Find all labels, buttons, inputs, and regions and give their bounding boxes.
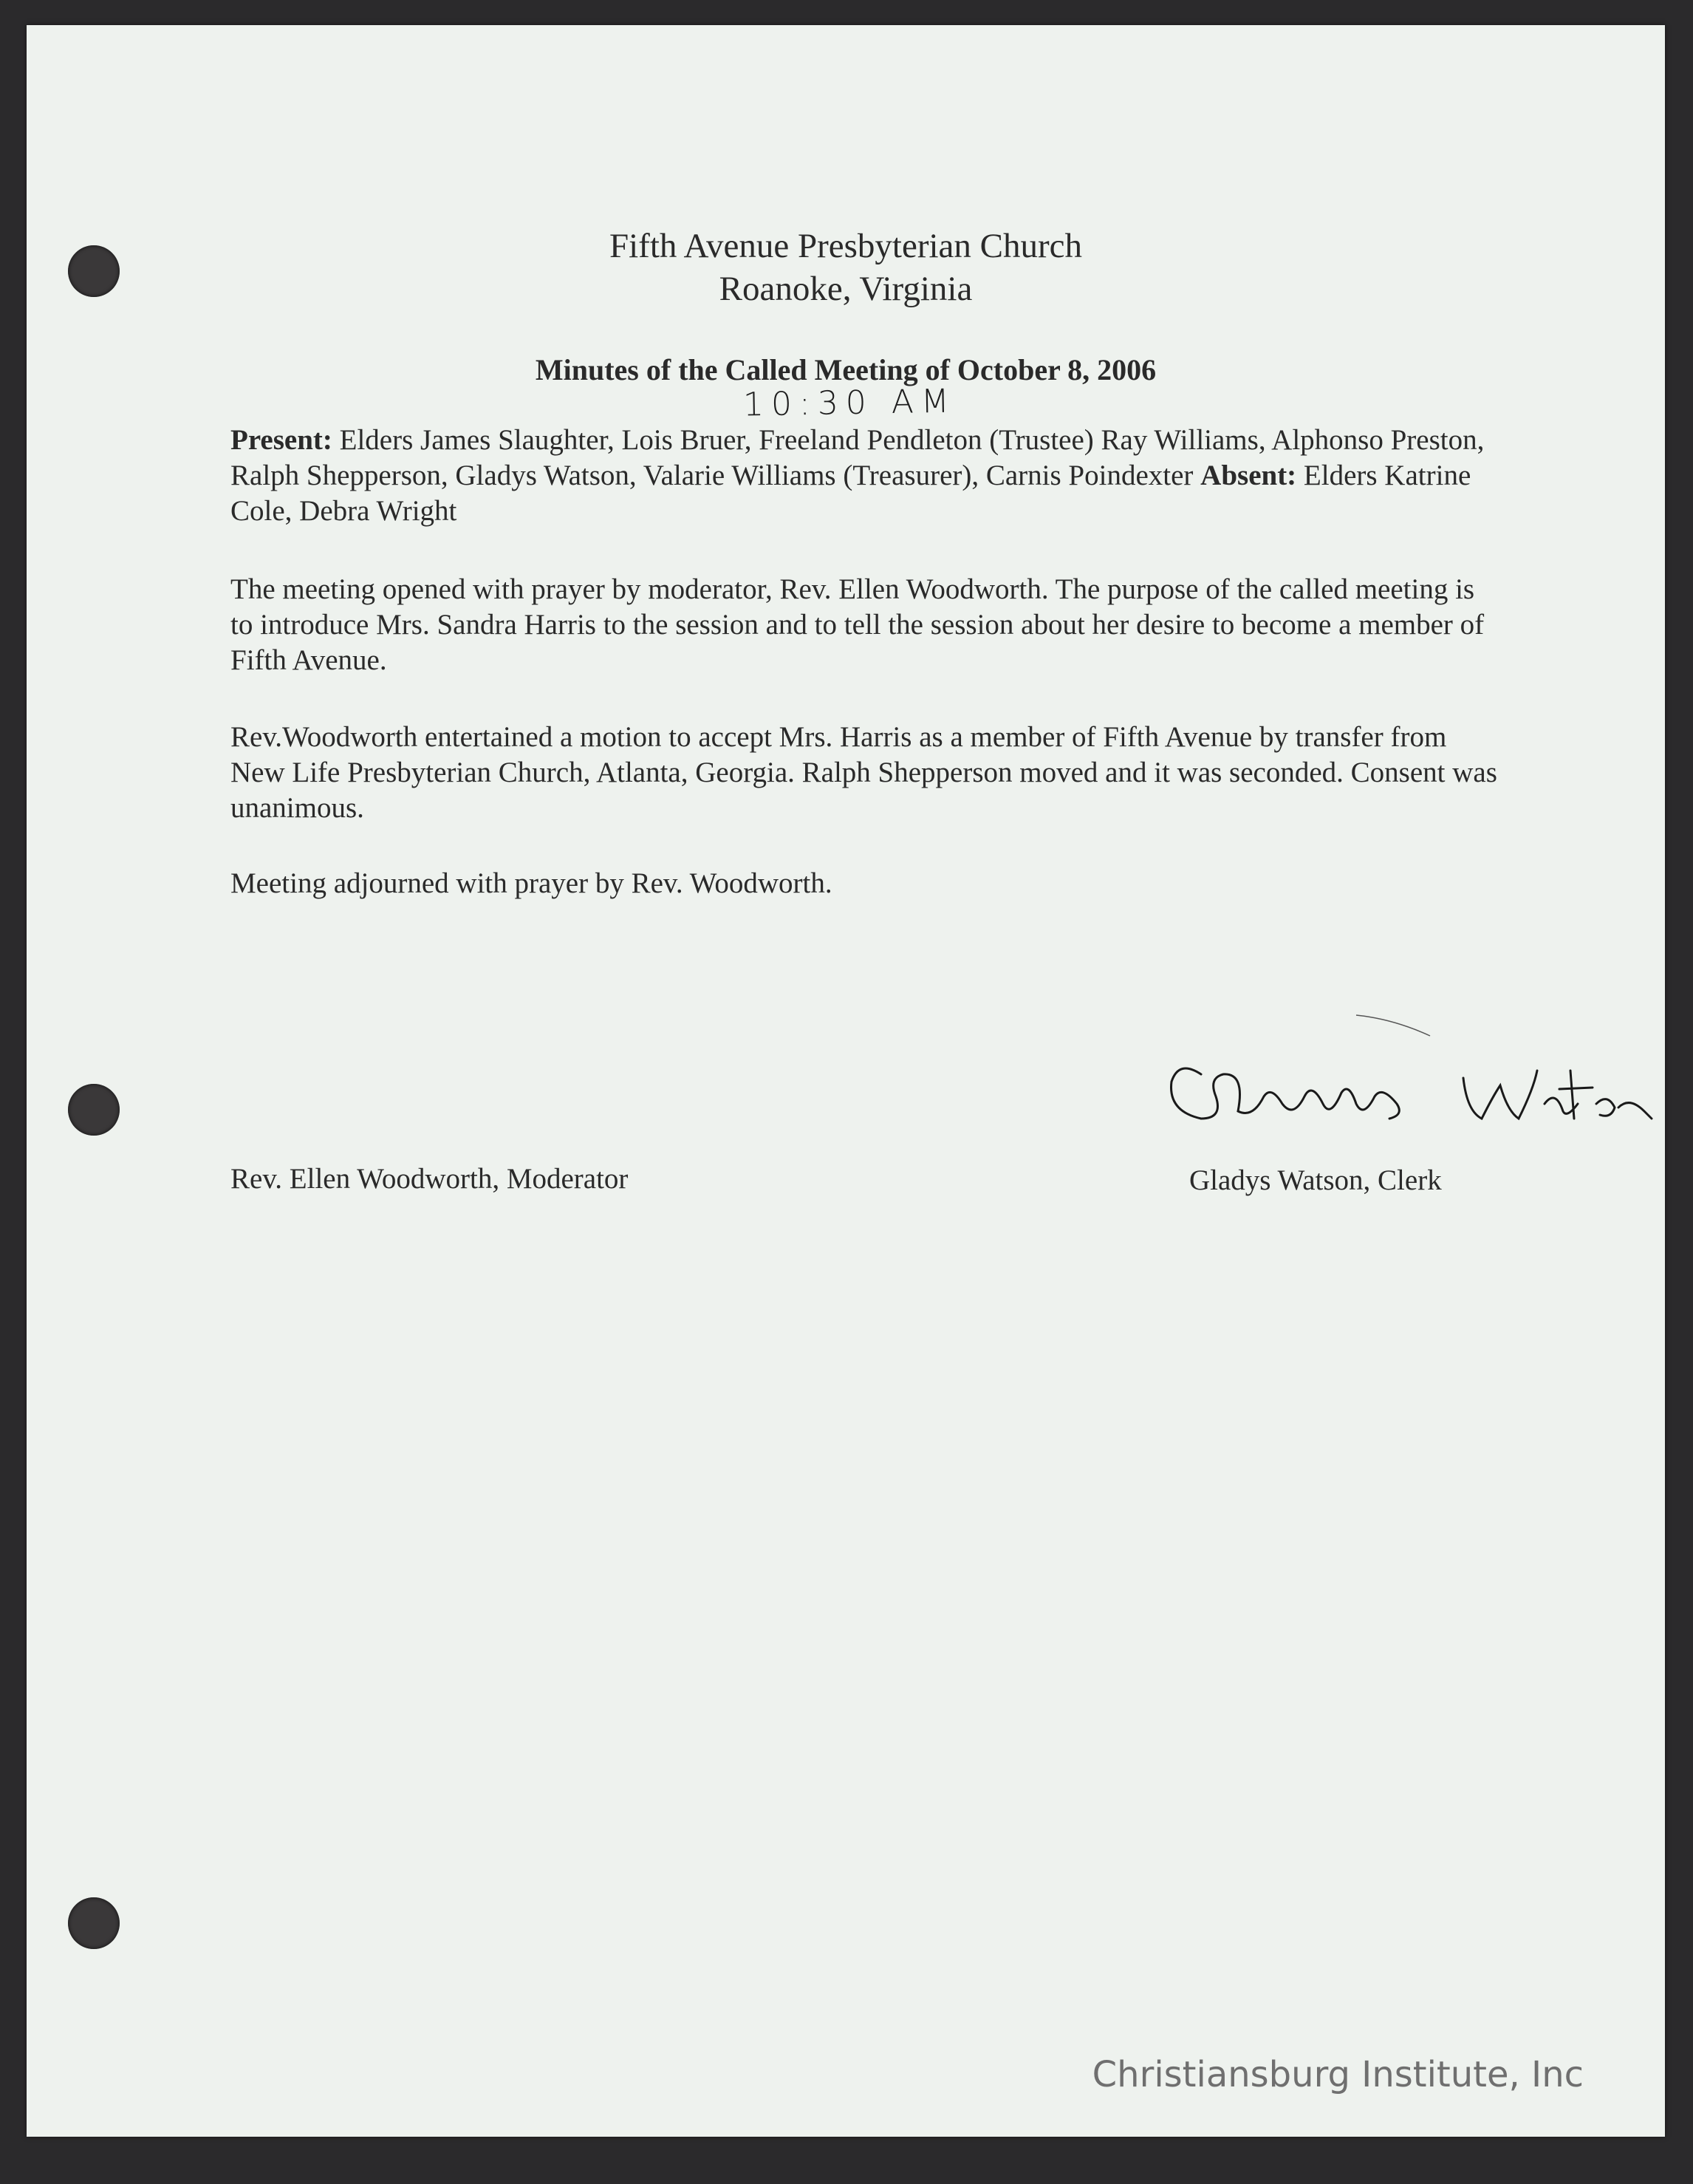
absent-label: Absent: [1200, 460, 1297, 491]
handwritten-signature [1135, 1008, 1666, 1178]
attendance-paragraph [230, 423, 1501, 529]
church-name: Fifth Avenue Presbyterian Church [609, 227, 1083, 265]
church-location: Roanoke, Virginia [719, 270, 973, 308]
document-page [27, 25, 1665, 2137]
clerk-signature-line: Gladys Watson, Clerk [1189, 1164, 1442, 1196]
motion-paragraph: Rev.Woodworth entertained a motion to accept Mrs. Harris as a member of Fifth Avenue by transfer from New Life Presbyterian Church, Atlanta, Georgia. Ralph Shepperson moved and it was seconded. Consent was unanimous. [230, 721, 1497, 824]
watermark: Christiansburg Institute, Inc [1092, 2054, 1584, 2095]
opening-paragraph: The meeting opened with prayer by moderator, Rev. Ellen Woodworth. The purpose of the called meeting is to introduce Mrs. Sandra Harris to the session and to tell the session about her desire to become a member of Fifth Avenue. [230, 573, 1485, 676]
binder-hole [68, 1897, 120, 1949]
present-label: Present: [230, 424, 332, 456]
adjournment-paragraph: Meeting adjourned with prayer by Rev. Woodworth. [230, 867, 832, 899]
handwritten-time-note: 10:30 AM [742, 382, 957, 424]
absent-list: Elders Katrine Cole, Debra Wright [230, 460, 1471, 527]
present-list: Elders James Slaughter, Lois Bruer, Freeland Pendleton (Trustee) Ray Williams, Alphonso Preston, Ralph Shepperson, Gladys Watson, Valarie Williams (Treasurer), Carnis Poindexter [230, 424, 1485, 491]
minutes-title: Minutes of the Called Meeting of October 8, 2006 [535, 353, 1157, 386]
moderator-signature-line: Rev. Ellen Woodworth, Moderator [230, 1163, 629, 1195]
binder-hole [68, 1084, 120, 1136]
